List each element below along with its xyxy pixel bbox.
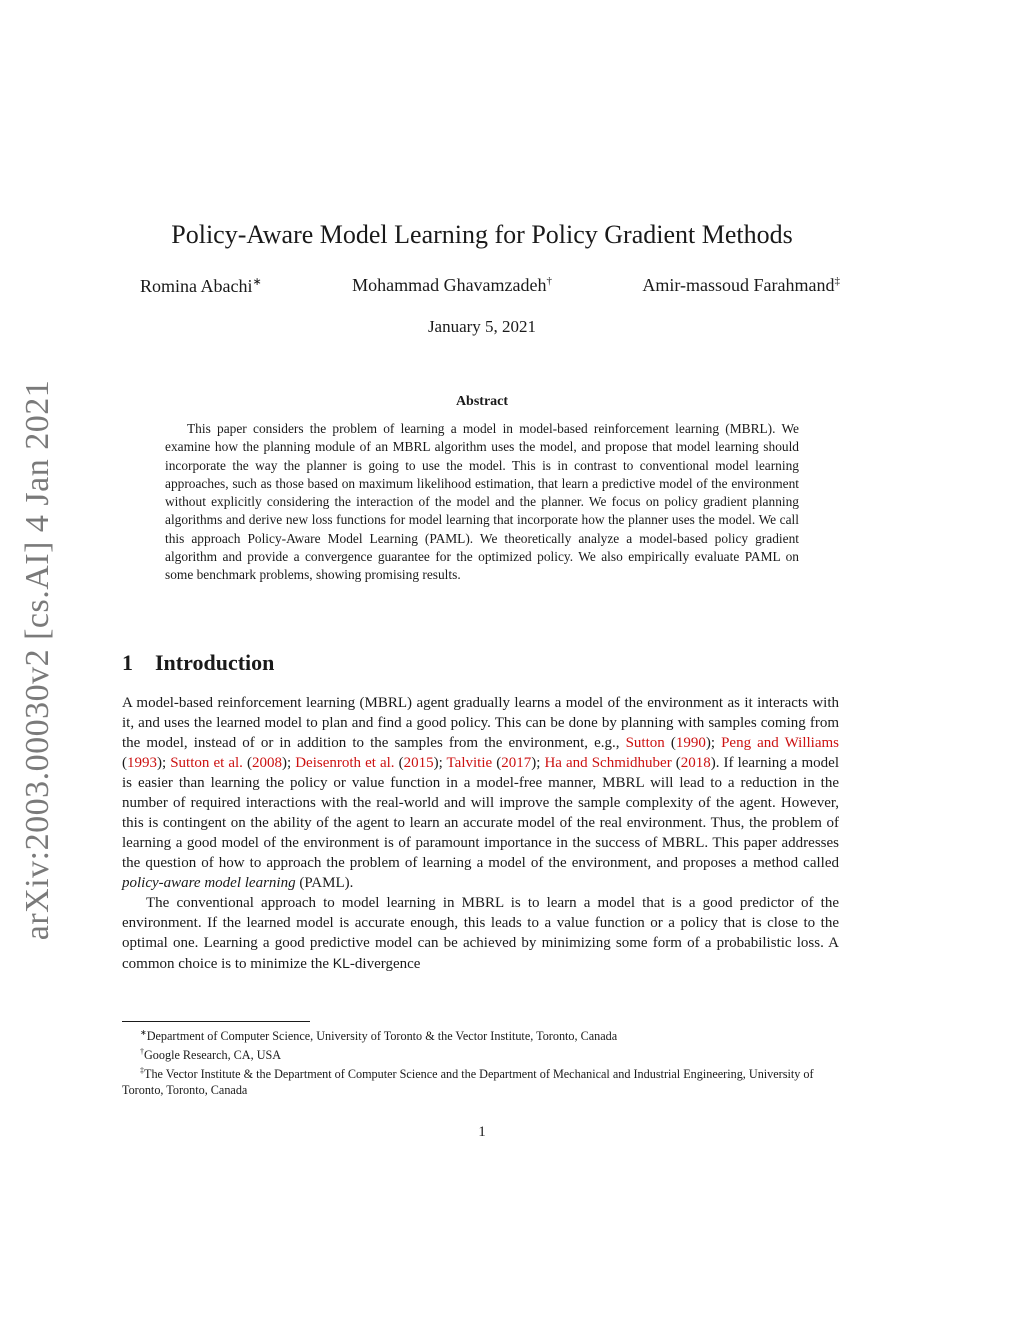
citation-link[interactable]: Talvitie xyxy=(446,755,493,771)
section-number: 1 xyxy=(122,650,133,675)
citation-year-link[interactable]: 1993 xyxy=(127,755,157,771)
section-title: Introduction xyxy=(155,650,275,675)
author-affiliation-mark: † xyxy=(546,275,553,287)
footnote-mark: ∗ xyxy=(140,1028,147,1037)
footnotes xyxy=(122,1025,839,1098)
section-heading xyxy=(122,650,274,676)
abstract-heading: Abstract xyxy=(455,394,509,409)
footnote: ‡The Vector Institute & the Department of Computer Science and the Department of Mechanical and Industrial Engineering, University of Toronto, Toronto, Canada xyxy=(122,1066,814,1098)
footnote: ∗Department of Computer Science, University of Toronto & the Vector Institute, Toronto, Canada xyxy=(140,1028,618,1044)
citation-link[interactable]: Sutton xyxy=(625,735,665,751)
author: Mohammad Ghavamzadeh† xyxy=(352,275,553,295)
footnote: †Google Research, CA, USA xyxy=(140,1047,282,1063)
citation-year-link[interactable]: 2015 xyxy=(403,755,434,771)
citation-year-link[interactable]: 2017 xyxy=(501,755,532,771)
citation-year-link[interactable]: 1990 xyxy=(675,735,706,751)
author-affiliation-mark: ∗ xyxy=(252,276,262,288)
footnote-divider xyxy=(122,1021,310,1022)
citation-link[interactable]: Deisenroth et al. xyxy=(295,755,395,771)
page-number: 1 xyxy=(478,1124,486,1140)
abstract-text: This paper considers the problem of learning a model in model-based reinforcement learning (MBRL). We examine how the planning module of an MBRL algorithm uses the model, and propose that model learning should incorporate the way the planner is going to use the model. This is in contrast to conventional model learning approaches, such as those based on maximum likelihood estimation, that learn a predictive model of the environment without explicitly considering the interaction of the model and the planner. We focus on policy gradient planning algorithms and derive new loss functions for model learning that incorporate how the planner uses the model. We call this approach Policy-Aware Model Learning (PAML). We theoretically analyze a model-based policy gradient algorithm and provide a convergence guarantee for the optimized policy. We also empirically evaluate PAML on some benchmark problems, showing promising results. xyxy=(165,421,799,583)
footnote-mark: † xyxy=(140,1047,144,1057)
publication-date: January 5, 2021 xyxy=(427,317,537,336)
body-text xyxy=(122,693,839,974)
citation-year-link[interactable]: 2018 xyxy=(680,755,711,771)
citation-link[interactable]: Peng and Williams xyxy=(721,735,839,751)
footnote-mark: ‡ xyxy=(140,1066,144,1076)
kl-symbol: KL xyxy=(332,955,350,971)
citation-link[interactable]: Sutton et al. xyxy=(170,755,243,771)
citation-year-link[interactable]: 2008 xyxy=(251,755,282,771)
author-list xyxy=(140,275,840,297)
citation-link[interactable]: Ha and Schmidhuber xyxy=(544,755,672,771)
emphasized-term: policy-aware model learning xyxy=(122,875,296,891)
author: Romina Abachi∗ xyxy=(140,276,262,296)
arxiv-identifier-text: arXiv:2003.00030v2 [cs.AI] 4 Jan 2021 xyxy=(19,379,56,941)
arxiv-identifier-stamp xyxy=(8,380,68,940)
paragraph: A model-based reinforcement learning (MBRL) agent gradually learns a model of the environment as it interacts with it, and uses the learned model to plan and find a good policy. This can be done by planning with samples coming from the model, instead of or in addition to the samples from the environment, e.g., Sutton (1990); Peng and Williams (1993); Sutton et al. (2008); Deisenroth et al. (2015); Talvitie (2017); Ha and Schmidhuber (2018). If learning a model is easier than learning the policy or value function in a model-free manner, MBRL will lead to a reduction in the number of required interactions with the real-world and will improve the sample complexity of the agent. However, this is contingent on the ability of the agent to learn an accurate model of the real environment. Thus, the problem of learning a good model of the environment is of paramount importance in the success of MBRL. This paper addresses the question of how to approach the problem of learning a model of the environment, and proposes a method called policy-aware model learning (PAML). xyxy=(122,695,840,891)
paragraph: The conventional approach to model learning in MBRL is to learn a model that is a good predictor of the environment. If the learned model is accurate enough, this leads to a value function or a policy that is close to the optimal one. Learning a good predictive model can be achieved by minimizing some form of a probabilistic loss. A common choice is to minimize the KL-divergence xyxy=(122,895,839,972)
paper-title: Policy-Aware Model Learning for Policy Gradient Methods xyxy=(171,220,793,249)
author-affiliation-mark: ‡ xyxy=(834,275,840,287)
author: Amir-massoud Farahmand‡ xyxy=(642,275,840,295)
